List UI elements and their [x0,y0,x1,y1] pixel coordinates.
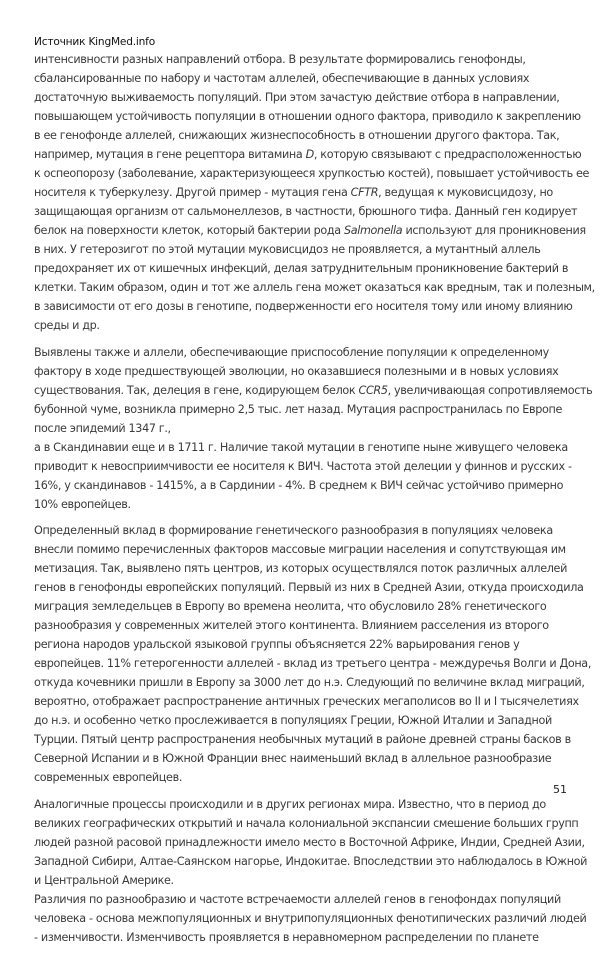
text-segment: современных европейцев. [34,771,183,784]
text-line [34,107,581,126]
text-segment: людей разной расовой принадлежности имело место в Восточной Африке, Индии, Средней Азии, [34,835,585,849]
text-segment: бубонной чуме, возникла примерно 2,5 тыс. лет назад. Мутация распространилась по Европе [34,402,563,416]
text-line [34,88,574,107]
text-line [34,890,574,909]
italic-term: CCR5 [358,383,388,397]
text-line [34,476,574,495]
text-segment: Аналогичные процессы происходили и в других регионах мира. Известно, что в период до [34,797,546,811]
text-segment: приводит к невосприимчивости ее носителя к ВИЧ. Частота этой делеции у финнов и русских - [34,459,572,473]
text-line [34,343,574,362]
text-line [34,616,574,635]
text-line [34,909,587,928]
text-segment: человека - основа межпопуляционных и внутрипопуляционных фенотипических различий людей [34,911,587,925]
text-segment: в ее генофонде аллелей, снижающих жизнеспособность в отношении другого фактора. Так, [34,129,560,142]
text-line [34,749,574,768]
text-segment: Западной Сибири, Алтае-Саянском нагорье, Индокитае. Впоследствии это наблюдалось в Южной [34,854,588,868]
text-line [34,278,595,297]
text-line [34,654,592,673]
paragraph [34,795,588,890]
text-line [34,297,574,316]
text-segment: вероятно, отображает распространение античных греческих мегаполисов во II и I тысячелетиях [34,695,579,708]
text-segment: клетки. Таким образом, один и тот же аллель гена может оказаться как вредным, так и полезным, [34,281,595,294]
text-line [34,221,586,240]
text-segment: сбалансированные по набору и частотам аллелей, обеспечивающие в данных условиях [34,72,530,85]
text-line [34,419,574,438]
text-segment: в зависимости от его дозы в генотипе, подверженности его носителя тому или иному влиянию [34,300,573,313]
text-segment: а в Скандинавии еще и в 1711 г. Наличие такой мутации в генотипе ныне живущего человека [34,440,568,454]
text-line [34,400,574,419]
text-line [34,559,574,578]
page-number: 51 [553,783,567,796]
text-segment: , ведущая к муковисцидозу, но [378,186,553,199]
text-line [34,540,574,559]
text-line [34,69,574,88]
italic-term: Salmonella [343,224,403,237]
text-segment: среды и др. [34,319,100,332]
text-segment: , которую связывают с предрасположенностью [313,148,582,161]
text-segment: внесли помимо перечисленных факторов массовые миграции населения и сопутствующая им [34,543,566,556]
text-line [34,438,574,457]
text-segment: и Центральной Америке. [34,873,174,887]
text-line [34,692,579,711]
text-line [34,316,574,335]
text-line [34,635,574,654]
text-line [34,164,590,183]
text-line [34,928,574,947]
text-line [34,852,588,871]
text-segment: после эпидемий 1347 г., [34,421,171,435]
text-segment: Выявлены также и аллели, обеспечивающие приспособление популяции к определенному [34,345,549,359]
text-line [34,50,574,69]
text-segment: генов в генофонды европейских популяций. Первый из них в Средней Азии, откуда происходила [34,581,584,594]
text-segment: фактору в ходе предшествующей эволюции, но оказавшиеся полезными и в новых условиях [34,364,559,378]
text-segment: откуда кочевники пришли в Европу за 3000 лет до н.э. Следующий по величине вклад миграций, [34,676,585,689]
text-segment: используют для проникновения [402,224,586,237]
text-line [34,521,574,540]
text-segment: разнообразия у современных жителей этого континента. Влиянием расселения из второго [34,619,549,632]
text-line [34,871,574,890]
text-segment: белок на поверхности клеток, который бактерии рода [34,224,344,237]
text-line [34,711,574,730]
text-line [34,259,574,278]
italic-term: CFTR [350,186,379,199]
text-segment: 10% европейцев. [34,497,131,511]
text-line [34,673,585,692]
text-segment: защищающая организм от сальмонеллезов, в частности, брюшного тифа. Данный ген кодирует [34,205,578,218]
text-line [34,126,574,145]
paragraph [34,890,587,947]
text-segment: региона народов уральской языковой группы объясняется 22% варьирования генов у [34,638,520,651]
text-line [34,457,574,476]
paragraph [34,521,592,787]
source-header: Источник KingMed.info [34,36,155,48]
text-segment: в них. У гетерозигот по этой мутации муковисцидоз не проявляется, а мутантный аллель [34,243,541,256]
text-segment: 16%, у скандинавов - 1415%, а в Сардинии - 4%. В среднем к ВИЧ сейчас устойчиво примерно [34,478,564,492]
text-segment: предохраняет их от кишечных инфекций, делая затруднительным проникновение бактерий в [34,262,569,275]
text-line [34,362,574,381]
italic-term: D [305,148,314,161]
text-line [34,795,574,814]
text-line [34,730,574,749]
text-segment: интенсивности разных направлений отбора. В результате формировались генофонды, [34,53,526,66]
text-line [34,814,579,833]
text-segment: достаточную выживаемость популяций. При этом зачастую действие отбора в направлении, [34,91,560,104]
text-line [34,381,593,400]
text-segment: Северной Испании и в Южной Франции внес наименьший вклад в аллельное разнообразие [34,752,552,765]
text-segment: до н.э. и особенно четко прослеживается в популяциях Греции, Южной Италии и Западной [34,714,552,727]
text-line [34,240,574,259]
document-page [34,35,595,954]
text-segment: Определенный вклад в формирование генетического разнообразия в популяциях человека [34,524,553,537]
text-segment: , увеличивающая сопротивляемость [387,383,593,397]
text-segment: существования. Так, делеция в гене, кодирующем белок [34,383,359,397]
text-line [34,768,574,787]
text-segment: великих географических открытий и начала колониальной экспансии смешение больших групп [34,816,579,830]
text-segment: европейцев. 11% гетерогенности аллелей - вклад из третьего центра - междуречья Волги и Дона, [34,657,592,670]
text-segment: - изменчивости. Изменчивость проявляется в неравномерном распределении по планете [34,930,539,944]
text-line [34,145,582,164]
body-text [34,50,595,947]
text-segment: миграция земледельцев в Европу во времена неолита, что обусловило 28% генетического [34,600,547,613]
text-segment: Турции. Пятый центр распространения необычных мутаций в районе древней страны басков в [34,733,571,746]
text-segment: носителя к туберкулезу. Другой пример - мутация гена [34,186,351,199]
text-line [34,495,574,514]
text-segment: например, мутация в гене рецептора витамина [34,148,306,161]
text-segment: метизация. Так, выявлено пять центров, из которых осуществлялся поток различных аллелей [34,562,568,575]
text-segment: повышающем устойчивость популяции в отношении одного фактора, приводило к закреплению [34,110,581,123]
text-line [34,578,584,597]
paragraph [34,343,593,514]
text-line [34,202,578,221]
paragraph [34,50,595,335]
text-segment: к оспеопорозу (заболевание, характеризующееся хрупкостью костей), повышает устойчивость ее [34,167,590,180]
text-segment: Различия по разнообразию и частоте встречаемости аллелей генов в генофондах популяций [34,892,561,906]
text-line [34,597,574,616]
text-line [34,183,574,202]
